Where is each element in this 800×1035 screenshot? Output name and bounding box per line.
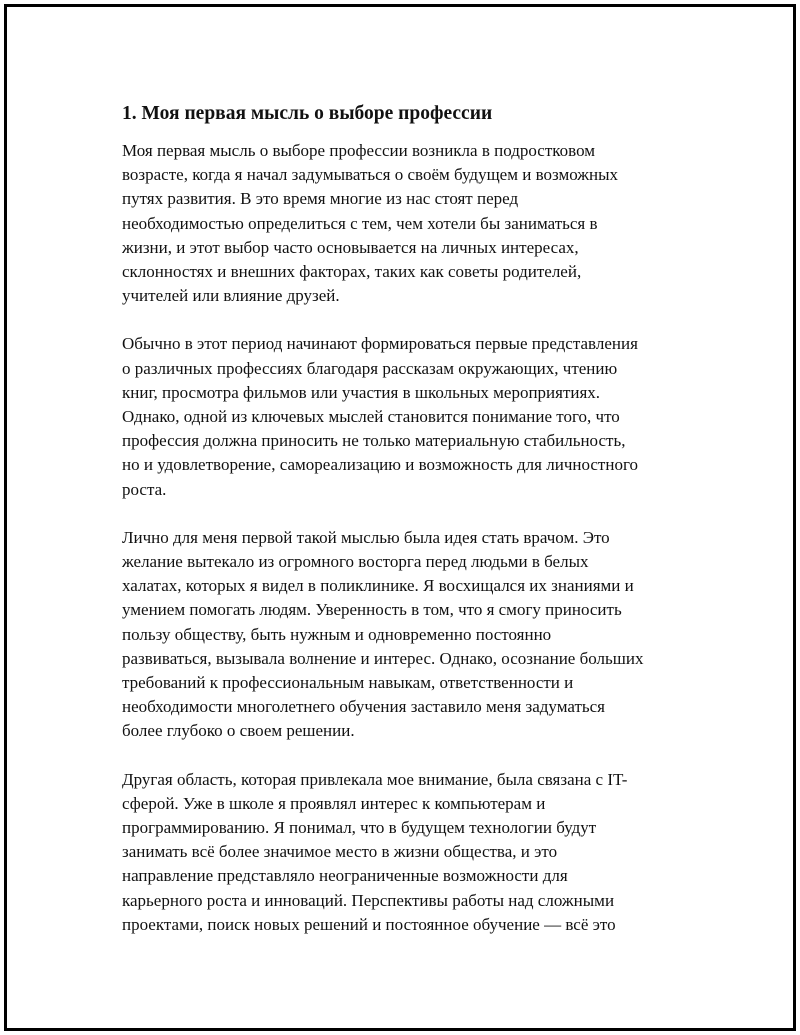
section-heading: 1. Моя первая мысль о выборе профессии	[122, 103, 493, 124]
text-line: Однако, одной из ключевых мыслей становится понимание того, что	[122, 407, 620, 427]
paragraph	[122, 768, 697, 937]
text-line: но и удовлетворение, самореализацию и возможность для личностного	[122, 455, 639, 475]
text-line: халатах, которых я видел в поликлинике. Я восхищался их знаниями и	[122, 576, 634, 596]
text-line: желание вытекало из огромного восторга перед людьми в белых	[122, 552, 589, 572]
text-line: о различных профессиях благодаря рассказам окружающих, чтению	[122, 358, 618, 378]
text-line: путях развития. В это время многие из нас стоят перед	[122, 189, 519, 209]
text-line: более глубоко о своем решении.	[122, 721, 355, 741]
text-line: профессия должна приносить не только материальную стабильность,	[122, 431, 626, 451]
paragraph	[122, 332, 697, 501]
text-line: роста.	[122, 479, 167, 499]
text-line: склонностях и внешних факторах, таких как советы родителей,	[122, 262, 582, 282]
text-line: Моя первая мысль о выборе профессии возникла в подростковом	[122, 141, 596, 160]
text-line: жизни, и этот выбор часто основывается на личных интересах,	[122, 237, 579, 257]
page-frame	[4, 4, 796, 1031]
document-body	[122, 102, 697, 961]
text-line: программированию. Я понимал, что в будущем технологии будут	[122, 818, 597, 838]
text-line: карьерного роста и инноваций. Перспективы работы над сложными	[122, 890, 615, 910]
text-line: требований к профессиональным навыкам, ответственности и	[122, 673, 574, 693]
text-line: направление представляло неограниченные возможности для	[122, 866, 568, 886]
text-line: занимать всё более значимое место в жизни общества, и это	[122, 842, 558, 862]
text-line: необходимости многолетнего обучения заставило меня задуматься	[122, 697, 605, 717]
text-line: умением помогать людям. Уверенность в том, что я смогу приносить	[122, 600, 622, 620]
text-line: учителей или влияние друзей.	[122, 286, 340, 306]
text-line: сферой. Уже в школе я проявлял интерес к компьютерам и	[122, 793, 546, 813]
text-line: необходимостью определиться с тем, чем хотели бы заниматься в	[122, 213, 598, 233]
text-line: пользу обществу, быть нужным и одновременно постоянно	[122, 624, 552, 644]
text-line: возрасте, когда я начал задумываться о своём будущем и возможных	[122, 165, 619, 185]
text-line: Другая область, которая привлекала мое внимание, была связана с IT-	[122, 769, 628, 789]
text-line: развиваться, вызывала волнение и интерес. Однако, осознание больших	[122, 648, 644, 668]
paragraph	[122, 526, 697, 744]
text-line: Обычно в этот период начинают формироваться первые представления	[122, 334, 638, 354]
text-line: Лично для меня первой такой мыслью была идея стать врачом. Это	[122, 527, 610, 547]
text-line: книг, просмотра фильмов или участия в школьных мероприятиях.	[122, 382, 601, 402]
paragraph	[122, 139, 697, 308]
text-line: проектами, поиск новых решений и постоянное обучение — всё это	[122, 914, 616, 934]
